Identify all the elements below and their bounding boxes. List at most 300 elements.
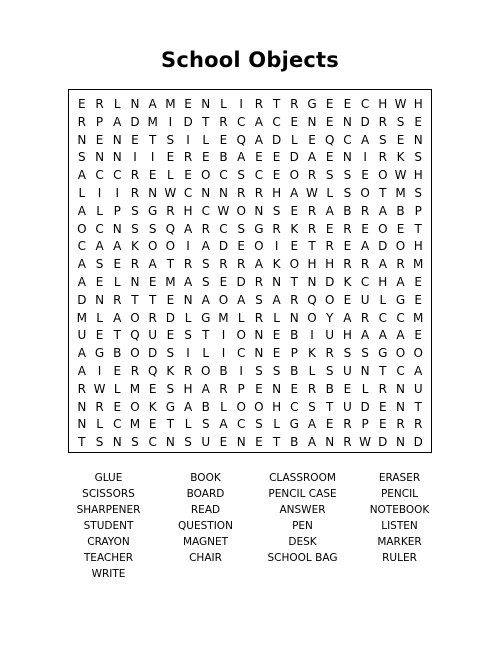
grid-letter: K (148, 399, 157, 414)
grid-letter: K (308, 346, 316, 361)
grid-letter: R (360, 310, 370, 325)
grid-letter: A (77, 168, 86, 183)
grid-letter: L (273, 417, 280, 432)
grid-letter: R (290, 292, 299, 307)
grid-letter: N (77, 399, 87, 414)
grid-row (73, 96, 427, 114)
grid-letter: I (274, 239, 279, 254)
grid-letter: A (272, 292, 281, 307)
grid-letter: N (148, 185, 158, 200)
grid-letter: S (78, 150, 86, 165)
grid-letter: I (133, 150, 137, 165)
grid-letter: N (413, 132, 423, 147)
grid-letter: E (272, 168, 281, 183)
grid-letter: O (378, 221, 388, 236)
grid-letter: S (414, 150, 423, 165)
grid-letter: E (166, 292, 175, 307)
grid-letter: R (219, 381, 228, 396)
grid-letter: T (166, 257, 175, 272)
grid-letter: A (77, 203, 86, 218)
grid-letter: R (237, 257, 246, 272)
grid-letter: T (414, 221, 422, 236)
grid-letter: T (308, 239, 316, 254)
grid-letter: S (184, 328, 192, 343)
grid-letter: E (272, 328, 281, 343)
grid-letter: E (255, 381, 263, 396)
grid-letter: E (343, 292, 352, 307)
grid-letter: U (343, 399, 352, 414)
grid-letter: U (360, 292, 370, 307)
grid-letter: U (148, 328, 158, 343)
grid-letter: O (395, 346, 406, 361)
grid-letter: A (77, 346, 86, 361)
grid-letter: H (413, 97, 423, 111)
grid-letter: C (219, 221, 228, 236)
grid-letter: W (306, 185, 318, 200)
word-list-item: PEN (292, 520, 313, 532)
word-list-item: MAGNET (182, 536, 229, 548)
grid-letter: A (414, 363, 423, 378)
grid-letter: S (325, 363, 334, 378)
grid-letter: H (325, 257, 335, 272)
grid-letter: D (148, 346, 158, 361)
grid-letter: S (166, 132, 175, 147)
grid-letter: E (148, 274, 157, 289)
grid-letter: A (219, 417, 228, 432)
grid-row (73, 221, 427, 239)
grid-letter: R (254, 310, 264, 325)
grid-letter: E (166, 328, 175, 343)
grid-row (73, 185, 427, 203)
grid-letter: R (183, 363, 193, 378)
word-list-item: BOARD (186, 488, 225, 500)
grid-letter: O (378, 168, 388, 183)
grid-letter: S (396, 114, 405, 129)
word-list-item: ANSWER (279, 504, 326, 516)
grid-letter: I (168, 114, 173, 129)
grid-letter: B (396, 203, 405, 218)
grid-letter: L (202, 132, 210, 147)
grid-letter: E (113, 257, 122, 272)
grid-letter: A (307, 150, 317, 165)
grid-letter: S (255, 363, 263, 378)
grid-letter: L (361, 381, 369, 396)
grid-letter: E (325, 114, 334, 129)
grid-letter: E (325, 97, 334, 111)
grid-letter: E (414, 328, 422, 343)
grid-letter: I (239, 363, 243, 378)
grid-letter: R (254, 185, 264, 200)
grid-letter: S (166, 346, 175, 361)
grid-letter: L (379, 292, 387, 307)
grid-letter: C (236, 417, 246, 432)
grid-letter: I (150, 150, 155, 165)
grid-letter: I (221, 346, 226, 361)
grid-letter: O (147, 239, 158, 254)
grid-letter: M (218, 310, 229, 325)
grid-letter: H (378, 274, 388, 289)
grid-letter: R (343, 257, 352, 272)
grid-letter: E (148, 417, 157, 432)
grid-letter: O (289, 168, 300, 183)
grid-letter: L (96, 417, 103, 432)
grid-letter: B (219, 363, 228, 378)
grid-letter: W (394, 97, 407, 111)
grid-letter: N (307, 114, 317, 129)
grid-letter: S (343, 168, 352, 183)
grid-letter: G (201, 310, 211, 325)
grid-letter: E (184, 168, 192, 183)
word-list-item: READ (190, 504, 221, 516)
word-list-item: LISTEN (381, 520, 418, 532)
grid-row (73, 203, 427, 221)
word-list-item: MARKER (377, 536, 422, 548)
grid-letter: A (254, 257, 263, 272)
grid-letter: Q (236, 132, 246, 147)
grid-letter: M (147, 114, 158, 129)
grid-letter: S (237, 168, 245, 183)
grid-letter: E (219, 435, 228, 450)
grid-letter: R (95, 399, 104, 414)
grid-letter: C (396, 363, 405, 378)
grid-letter: T (166, 417, 175, 432)
word-search-grid (68, 89, 432, 453)
grid-letter: N (95, 292, 105, 307)
grid-letter: G (148, 203, 158, 218)
grid-letter: E (272, 346, 281, 361)
grid-letter: W (359, 435, 372, 450)
grid-row (73, 292, 427, 310)
grid-letter: E (272, 150, 281, 165)
grid-row (73, 310, 427, 328)
grid-letter: R (183, 150, 193, 165)
grid-letter: A (290, 185, 299, 200)
grid-letter: L (308, 363, 316, 378)
grid-letter: H (272, 185, 282, 200)
grid-letter: S (201, 257, 210, 272)
grid-letter: K (290, 221, 299, 236)
grid-letter: E (379, 417, 387, 432)
grid-letter: S (343, 346, 352, 361)
grid-letter: T (326, 399, 334, 414)
grid-row (73, 132, 427, 150)
grid-letter: R (77, 114, 87, 129)
grid-letter: R (254, 274, 264, 289)
grid-letter: D (183, 114, 193, 129)
grid-letter: D (77, 292, 87, 307)
grid-letter: D (271, 132, 282, 147)
word-list-item: NOTEBOOK (369, 504, 430, 516)
grid-letter: A (396, 274, 405, 289)
grid-letter: N (77, 417, 87, 432)
grid-letter: O (165, 239, 176, 254)
grid-letter: L (273, 310, 280, 325)
grid-letter: A (343, 310, 352, 325)
grid-letter: I (97, 185, 102, 200)
grid-letter: T (148, 292, 157, 307)
grid-letter: D (378, 435, 388, 450)
grid-letter: G (94, 346, 105, 361)
grid-letter: C (201, 203, 210, 218)
grid-letter: S (201, 274, 210, 289)
grid-letter: I (186, 346, 190, 361)
grid-letter: L (202, 346, 210, 361)
grid-letter: C (113, 168, 122, 183)
grid-letter: R (113, 292, 122, 307)
grid-letter: S (131, 203, 139, 218)
grid-letter: N (272, 274, 282, 289)
grid-letter: N (218, 185, 228, 200)
grid-letter: M (165, 97, 176, 111)
grid-letter: I (97, 363, 102, 378)
grid-letter: G (307, 97, 317, 111)
grid-letter: I (239, 97, 243, 111)
grid-letter: Q (324, 132, 335, 147)
grid-row (73, 381, 427, 399)
grid-letter: L (113, 274, 121, 289)
grid-letter: U (413, 381, 423, 396)
grid-letter: S (131, 435, 139, 450)
grid-letter: O (201, 363, 211, 378)
grid-letter: R (325, 239, 334, 254)
grid-letter: E (325, 150, 334, 165)
grid-letter: N (112, 132, 122, 147)
grid-letter: N (360, 363, 370, 378)
letter-grid (73, 96, 427, 452)
grid-letter: B (113, 346, 122, 361)
grid-letter: S (95, 435, 104, 450)
grid-letter: P (95, 114, 104, 129)
grid-letter: G (254, 221, 264, 236)
grid-letter: E (219, 274, 228, 289)
grid-letter: C (77, 239, 87, 254)
grid-letter: A (307, 435, 317, 450)
grid-letter: R (95, 97, 104, 111)
grid-letter: E (95, 274, 104, 289)
grid-letter: A (201, 239, 210, 254)
grid-letter: P (237, 381, 245, 396)
grid-letter: T (202, 114, 210, 129)
grid-letter: T (272, 97, 281, 111)
grid-letter: N (130, 274, 140, 289)
word-list-item: ERASER (378, 472, 421, 484)
grid-letter: G (165, 399, 176, 414)
grid-letter: S (237, 221, 245, 236)
grid-letter: O (130, 310, 140, 325)
grid-letter: C (236, 114, 246, 129)
grid-letter: M (129, 417, 141, 432)
grid-letter: E (201, 150, 210, 165)
grid-letter: A (77, 274, 86, 289)
grid-letter: R (396, 417, 405, 432)
grid-letter: R (166, 203, 175, 218)
grid-letter: E (237, 239, 245, 254)
grid-letter: R (290, 97, 299, 111)
grid-letter: K (396, 150, 405, 165)
grid-letter: O (201, 168, 211, 183)
grid-letter: C (396, 310, 405, 325)
grid-letter: O (77, 221, 87, 236)
grid-row (73, 363, 427, 381)
grid-letter: T (272, 435, 281, 450)
grid-letter: A (201, 292, 210, 307)
grid-letter: K (131, 239, 139, 254)
grid-letter: N (201, 185, 211, 200)
grid-letter: E (290, 239, 299, 254)
grid-letter: R (414, 417, 423, 432)
grid-letter: W (217, 203, 230, 218)
word-list-item: QUESTION (178, 520, 233, 532)
word-list-item: SCISSORS (82, 488, 135, 500)
grid-letter: S (131, 221, 139, 236)
grid-letter: N (307, 274, 317, 289)
grid-letter: E (290, 114, 299, 129)
grid-letter: R (378, 150, 387, 165)
grid-letter: N (95, 150, 105, 165)
word-list-item: CRAYON (87, 536, 130, 548)
grid-letter: N (289, 310, 299, 325)
grid-letter: A (325, 203, 334, 218)
word-list-item: SHARPENER (76, 504, 141, 516)
grid-letter: Q (307, 292, 317, 307)
grid-letter: H (183, 381, 193, 396)
grid-letter: K (166, 363, 175, 378)
grid-letter: D (130, 114, 140, 129)
grid-letter: R (307, 381, 317, 396)
grid-letter: A (183, 221, 193, 236)
grid-letter: N (254, 203, 264, 218)
grid-letter: R (254, 97, 264, 111)
grid-letter: S (272, 363, 281, 378)
puzzle-title: School Objects (161, 48, 339, 72)
grid-letter: A (396, 328, 405, 343)
grid-letter: N (342, 150, 352, 165)
grid-letter: E (379, 399, 387, 414)
grid-letter: D (360, 399, 370, 414)
grid-letter: N (236, 435, 246, 450)
grid-letter: N (77, 132, 87, 147)
grid-letter: P (361, 417, 369, 432)
grid-letter: C (183, 185, 193, 200)
grid-letter: R (77, 381, 87, 396)
grid-letter: O (324, 292, 335, 307)
grid-letter: I (115, 185, 120, 200)
grid-letter: S (95, 257, 104, 272)
grid-letter: R (130, 185, 140, 200)
grid-letter: T (379, 185, 387, 200)
grid-letter: R (343, 417, 352, 432)
grid-row (73, 399, 427, 417)
grid-letter: A (77, 257, 86, 272)
grid-letter: O (130, 346, 140, 361)
grid-letter: R (360, 257, 370, 272)
grid-letter: N (130, 97, 140, 111)
grid-row (73, 345, 427, 363)
grid-letter: N (112, 150, 122, 165)
grid-letter: K (343, 274, 352, 289)
word-list-item: GLUE (94, 472, 123, 484)
grid-letter: E (325, 221, 334, 236)
grid-letter: S (201, 417, 210, 432)
grid-letter: A (77, 363, 86, 378)
grid-letter: B (201, 399, 210, 414)
grid-letter: L (326, 185, 334, 200)
grid-letter: O (254, 399, 264, 414)
grid-letter: M (129, 381, 141, 396)
grid-row (73, 274, 427, 292)
grid-letter: A (113, 310, 122, 325)
grid-letter: H (378, 97, 388, 111)
grid-letter: R (183, 257, 193, 272)
grid-letter: G (395, 292, 406, 307)
grid-letter: O (395, 239, 406, 254)
grid-letter: D (236, 274, 246, 289)
grid-letter: D (360, 114, 370, 129)
grid-letter: Y (326, 310, 334, 325)
grid-letter: O (254, 239, 264, 254)
grid-letter: E (343, 381, 352, 396)
grid-letter: E (184, 97, 192, 111)
grid-letter: L (290, 132, 298, 147)
grid-letter: R (378, 381, 387, 396)
grid-letter: R (360, 203, 370, 218)
grid-letter: L (96, 310, 103, 325)
grid-letter: L (96, 203, 103, 218)
grid-row (73, 149, 427, 167)
grid-row (73, 238, 427, 256)
word-list-item: CLASSROOM (269, 472, 336, 484)
word-list-item: SCHOOL BAG (267, 552, 338, 564)
grid-letter: S (343, 185, 352, 200)
grid-letter: N (342, 114, 352, 129)
grid-letter: N (201, 97, 211, 111)
grid-letter: L (78, 185, 86, 200)
grid-letter: T (113, 328, 121, 343)
grid-letter: S (325, 168, 334, 183)
grid-letter: N (254, 328, 264, 343)
grid-letter: R (130, 168, 140, 183)
grid-letter: I (310, 328, 314, 343)
grid-letter: K (272, 257, 281, 272)
grid-letter: R (272, 221, 281, 236)
grid-letter: A (307, 417, 317, 432)
word-list-item: RULER (382, 552, 417, 564)
grid-letter: L (113, 97, 121, 111)
grid-letter: Q (147, 363, 158, 378)
grid-letter: M (395, 185, 406, 200)
grid-letter: H (183, 203, 193, 218)
grid-letter: O (307, 310, 317, 325)
grid-letter: E (396, 132, 405, 147)
grid-letter: R (219, 257, 228, 272)
grid-letter: A (360, 239, 370, 254)
word-list-item: TEACHER (83, 552, 134, 564)
grid-letter: C (113, 417, 122, 432)
grid-letter: S (272, 203, 281, 218)
grid-letter: L (220, 399, 227, 414)
grid-letter: S (255, 417, 263, 432)
grid-letter: E (308, 132, 316, 147)
grid-letter: L (167, 168, 174, 183)
grid-letter: R (307, 203, 317, 218)
grid-letter: C (343, 132, 352, 147)
grid-letter: E (396, 221, 405, 236)
grid-letter: E (343, 97, 352, 111)
grid-letter: L (237, 310, 245, 325)
grid-letter: N (272, 381, 282, 396)
grid-letter: W (93, 381, 106, 396)
grid-letter: G (378, 346, 388, 361)
